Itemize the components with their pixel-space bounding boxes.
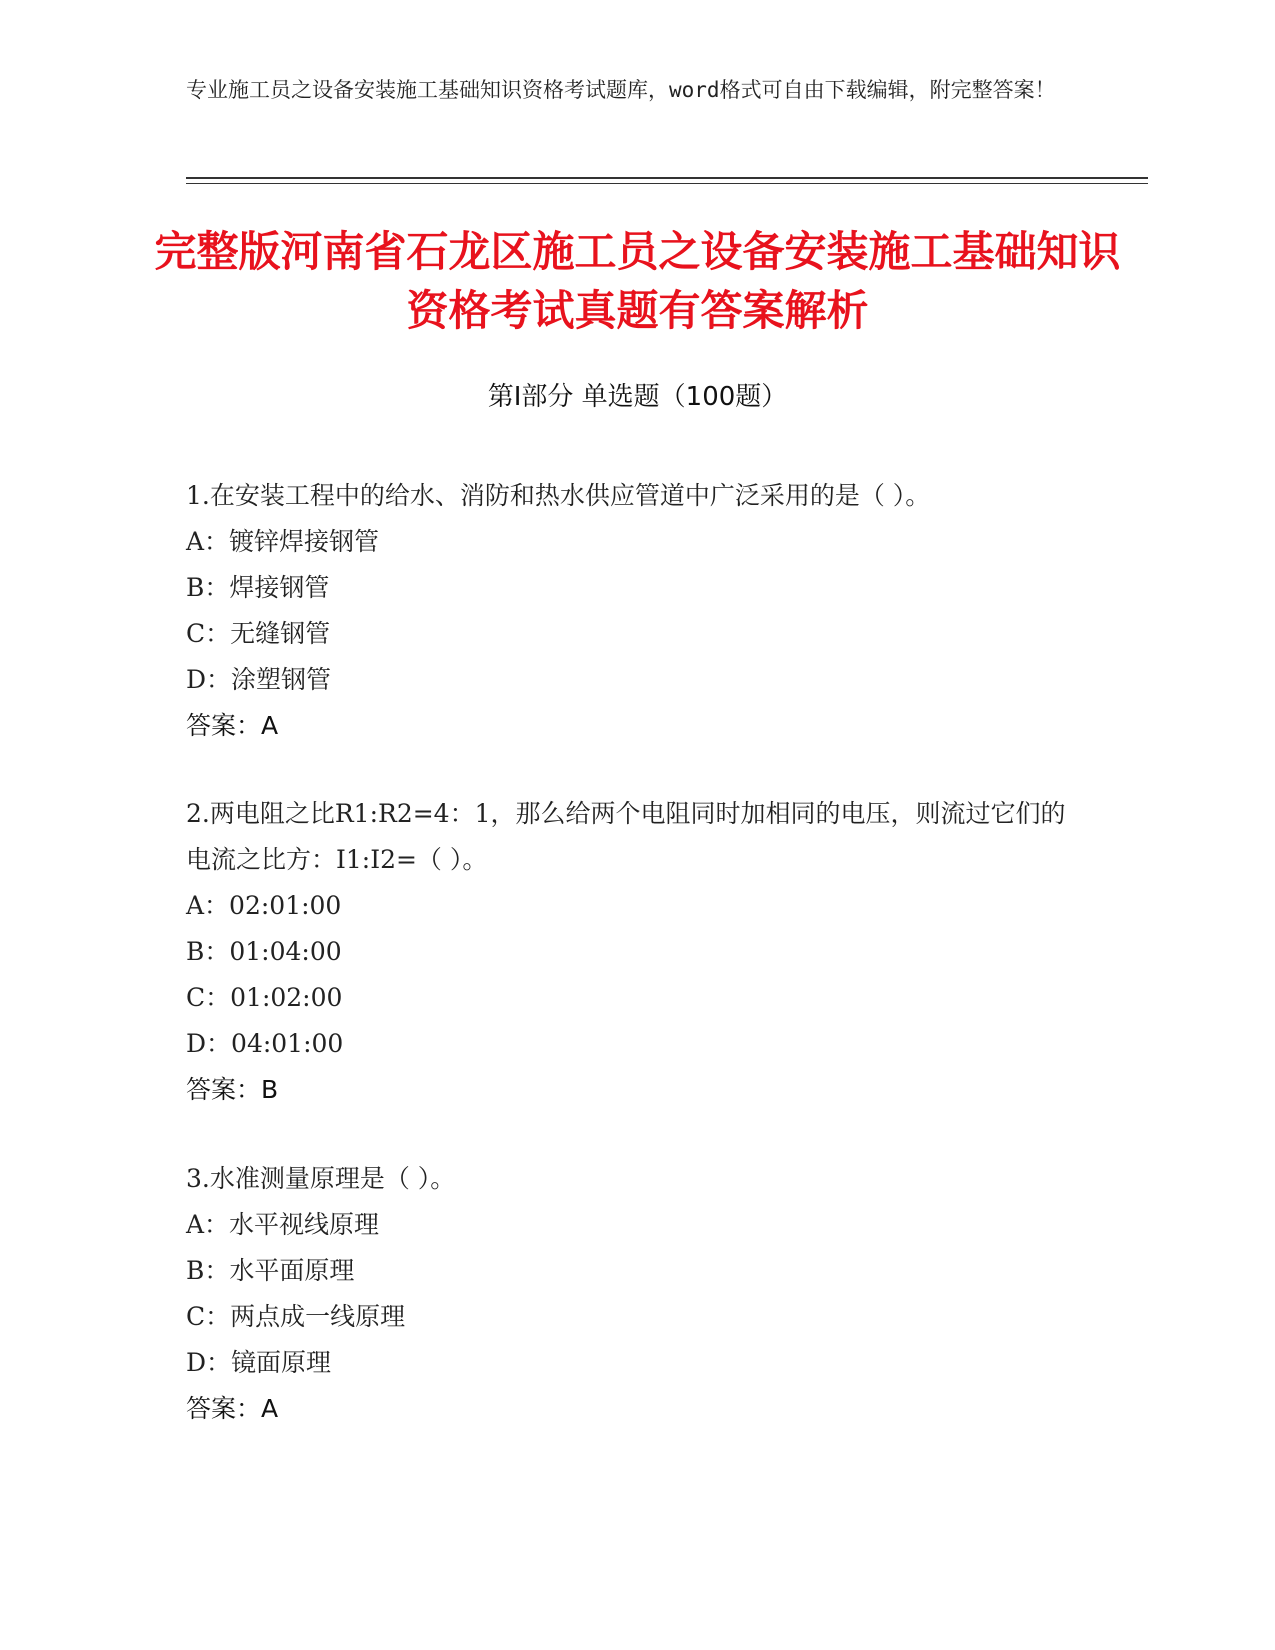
answer: 答案：A — [186, 711, 279, 740]
document-title: 完整版河南省石龙区施工员之设备安装施工基础知识资格考试真题有答案解析 — [154, 227, 1121, 335]
header-divider-thick — [186, 177, 1148, 179]
option-d: D：04:01:00 — [186, 1029, 344, 1058]
question-3 — [186, 1156, 1066, 1432]
answer: 答案：B — [186, 1075, 279, 1104]
option-b: B：水平面原理 — [186, 1256, 355, 1285]
option-c: C：无缝钢管 — [186, 619, 331, 648]
option-c: C：01:02:00 — [186, 983, 343, 1012]
question-2 — [186, 791, 1066, 1113]
answer: 答案：A — [186, 1394, 279, 1423]
option-c: C：两点成一线原理 — [186, 1302, 406, 1331]
option-a: A：水平视线原理 — [186, 1210, 380, 1239]
header-divider-thin — [186, 183, 1148, 184]
question-1 — [186, 473, 1066, 749]
option-d: D：涂塑钢管 — [186, 665, 332, 694]
option-b: B：焊接钢管 — [186, 573, 330, 602]
option-a: A：镀锌焊接钢管 — [186, 527, 380, 556]
option-b: B：01:04:00 — [186, 937, 342, 966]
option-d: D：镜面原理 — [186, 1348, 332, 1377]
question-stem: 2.两电阻之比R1:R2=4：1，那么给两个电阻同时加相同的电压，则流过它们的电流之比方：I1:I2=（ ）。 — [186, 799, 1066, 874]
header-note: 专业施工员之设备安装施工基础知识资格考试题库，word格式可自由下载编辑，附完整答案！ — [186, 78, 1056, 102]
question-stem: 1.在安装工程中的给水、消防和热水供应管道中广泛采用的是（ ）。 — [186, 481, 931, 510]
section-heading: 第Ⅰ部分 单选题（100题） — [487, 382, 788, 412]
option-a: A：02:01:00 — [186, 891, 342, 920]
question-stem: 3.水准测量原理是（ ）。 — [186, 1164, 456, 1193]
